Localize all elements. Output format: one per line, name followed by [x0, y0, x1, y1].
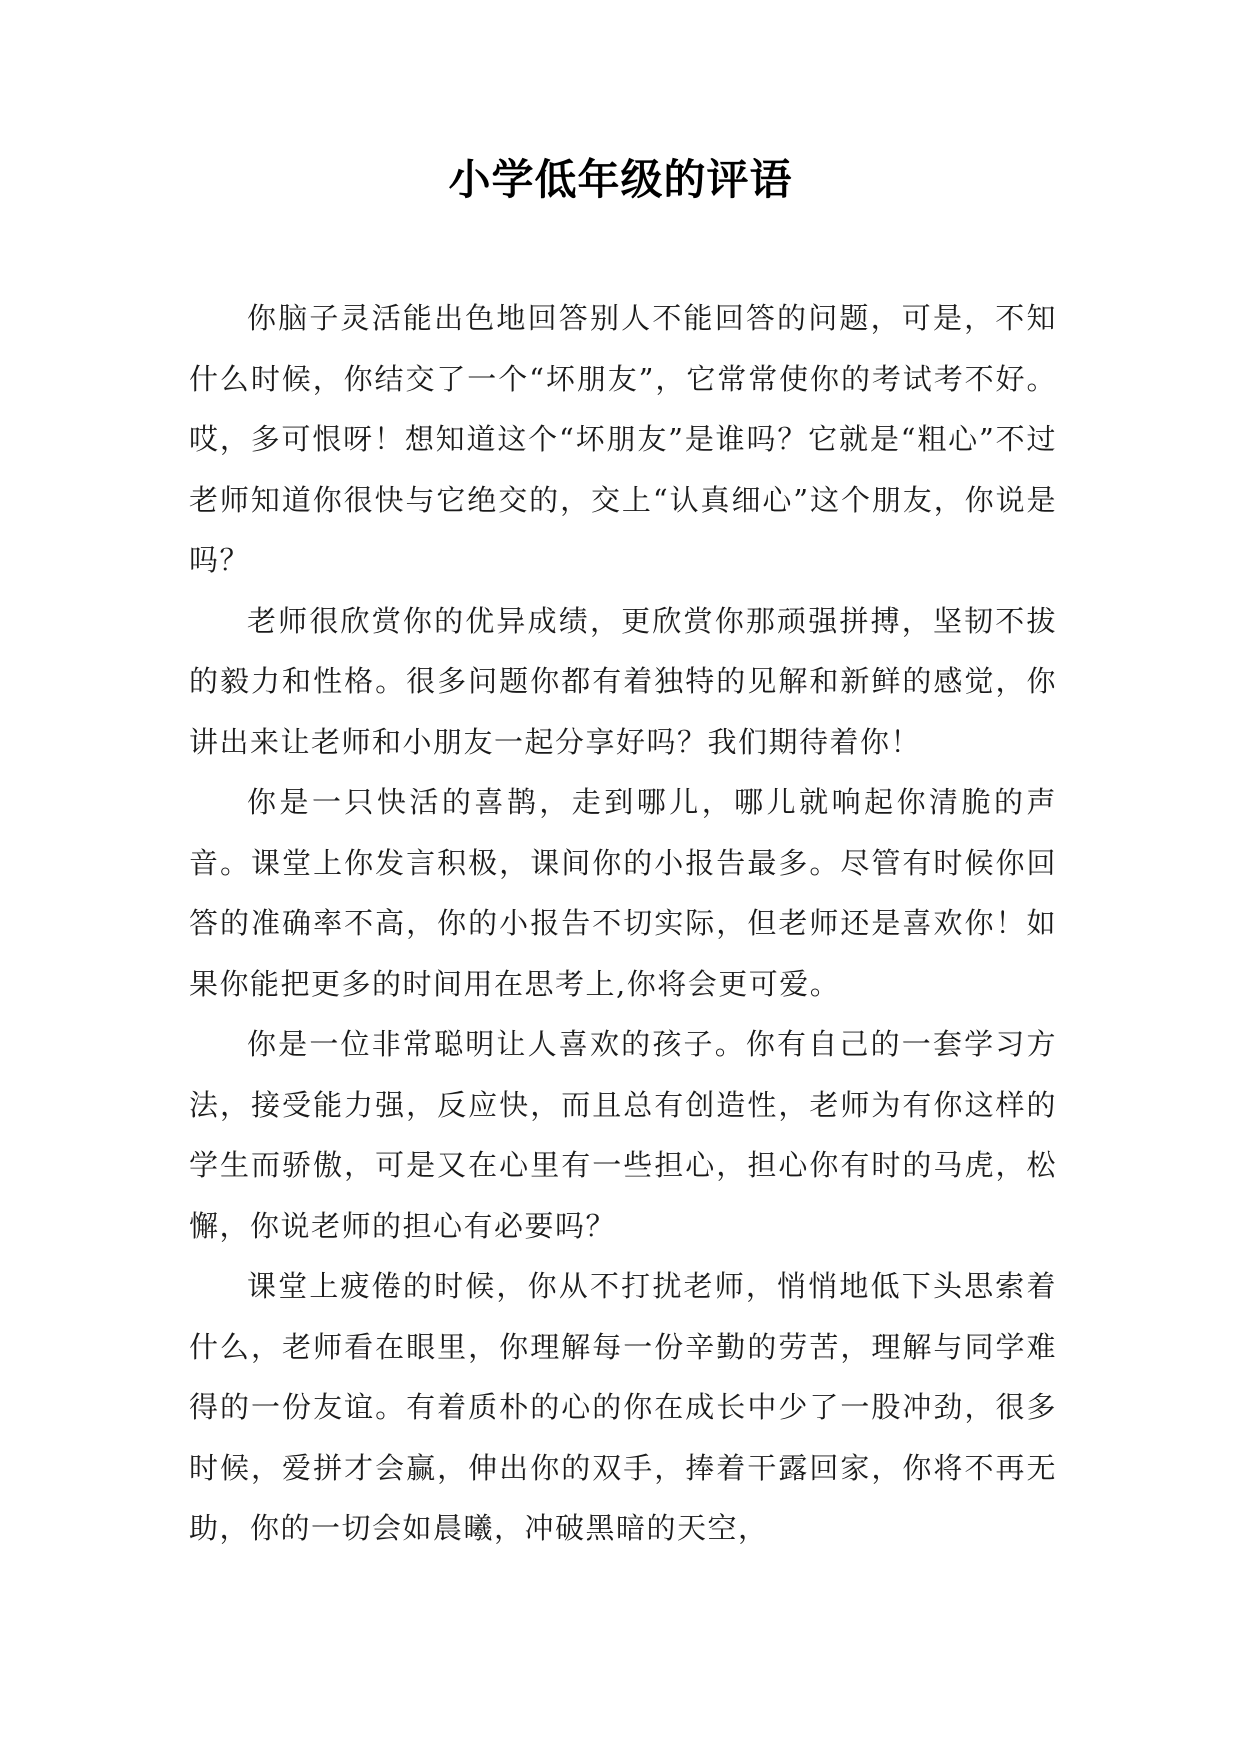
paragraph-2: 老师很欣赏你的优异成绩，更欣赏你那顽强拼搏，坚韧不拔的毅力和性格。很多问题你都有着独特的见解和新鲜的感觉，你讲出来让老师和小朋友一起分享好吗？我们期待着你！: [189, 603, 1057, 759]
document-body: [189, 288, 1057, 1559]
document-title: 小学低年级的评语: [448, 155, 793, 204]
paragraph-5: 课堂上疲倦的时候，你从不打扰老师，悄悄地低下头思索着什么，老师看在眼里，你理解每一份辛勤的劳苦，理解与同学难得的一份友谊。有着质朴的心的你在成长中少了一股冲劲，很多时候，爱拼才会赢，伸出你的双手，捧着干露回家，你将不再无助，你的一切会如晨曦，冲破黑暗的天空，: [189, 1269, 1057, 1545]
paragraph-1: 你脑子灵活能出色地回答别人不能回答的问题，可是，不知什么时候，你结交了一个“坏朋友”，它常常使你的考试考不好。哎，多可恨呀！想知道这个“坏朋友”是谁吗？它就是“粗心”不过老师知道你很快与它绝交的，交上“认真细心”这个朋友，你说是吗？: [189, 301, 1057, 577]
paragraph-3: 你是一只快活的喜鹊，走到哪儿，哪儿就响起你清脆的声音。课堂上你发言积极，课间你的小报告最多。尽管有时候你回答的准确率不高，你的小报告不切实际，但老师还是喜欢你！如果你能把更多的时间用在思考上,你将会更可爱。: [189, 785, 1057, 1001]
paragraph-4: 你是一位非常聪明让人喜欢的孩子。你有自己的一套学习方法，接受能力强，反应快，而且总有创造性，老师为有你这样的学生而骄傲，可是又在心里有一些担心，担心你有时的马虎，松懈，你说老师的担心有必要吗？: [189, 1027, 1057, 1243]
